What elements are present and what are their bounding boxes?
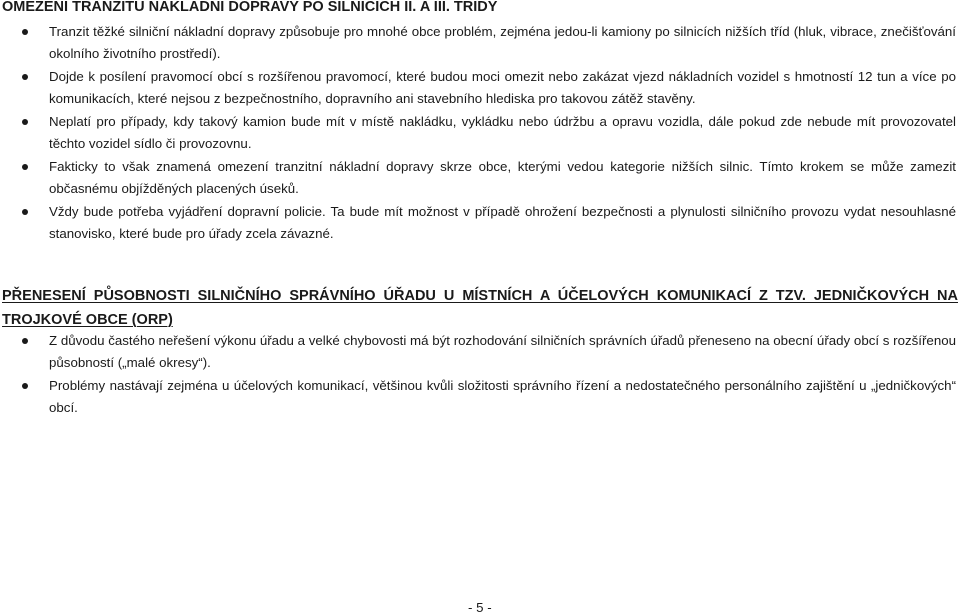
list-item-text: Z důvodu častého neřešení výkonu úřadu a velké chybovosti má být rozhodování silničních správních úřadů přeneseno na obecní úřady obcí s rozšířenou působností („malé okresy“). [49,333,956,370]
bullet-icon [22,164,28,170]
list-item [0,375,959,419]
bullet-icon [22,119,28,125]
list-item [0,111,959,154]
bullet-icon [22,383,28,389]
bullet-icon [22,338,28,344]
section-heading-prenesení [2,284,958,332]
list-item-text: Fakticky to však znamená omezení tranzitní nákladní dopravy skrze obce, kterými vedou kategorie nižších silnic. Tímto krokem se může zamezit občasnému objížděných placených úseků. [49,159,956,196]
section-heading-text: PŘENESENÍ PŮSOBNOSTI SILNIČNÍHO SPRÁVNÍHO ÚŘADU U MÍSTNÍCH A ÚČELOVÝCH KOMUNIKACÍ Z TZV. JEDNIČKOVÝCH NA TROJKOVÉ OBCE (ORP) [2,288,958,328]
list-item-text: Vždy bude potřeba vyjádření dopravní policie. Ta bude mít možnost v případě ohrožení bezpečnosti a plynulosti silničního provozu vydat nesouhlasné stanovisko, které bude pro úřady zcela závazné. [49,204,956,241]
list-item-text: Tranzit těžké silniční nákladní dopravy způsobuje pro mnohé obce problém, zejména jedou-li kamiony po silnicích nižších tříd (hluk, vibrace, znečišťování okolního životního prostředí). [49,24,956,61]
page-number: - 5 - [468,600,492,615]
bullet-icon [22,74,28,80]
list-item [0,66,959,109]
list-item [0,156,959,199]
list-item-text: Neplatí pro případy, kdy takový kamion bude mít v místě nakládku, vykládku nebo údržbu a opravu vozidla, dále pokud zde nebude mít provozovatel těchto vozidel sídlo či provozovnu. [49,114,956,151]
bullet-list-tranzit [0,21,959,244]
bullet-icon [22,209,28,215]
list-item [0,201,959,244]
section-heading-tranzit: OMEZENÍ TRANZITU NÁKLADNÍ DOPRAVY PO SILNICÍCH II. A III. TŘÍDY [2,0,498,15]
list-item-text: Dojde k posílení pravomocí obcí s rozšířenou pravomocí, které budou moci omezit nebo zakázat vjezd nákladních vozidel s hmotností 12 tun a více po komunikacích, které nejsou z bezpečnostního, dopravního ani stavebního hlediska pro takovou zátěž stavěny. [49,69,956,106]
bullet-list-prenesení [0,330,959,419]
list-item [0,21,959,64]
list-item [0,330,959,374]
list-item-text: Problémy nastávají zejména u účelových komunikací, většinou kvůli složitosti správního řízení a nedostatečného personálního zajištění u „jedničkových“ obcí. [49,378,956,415]
bullet-icon [22,29,28,35]
